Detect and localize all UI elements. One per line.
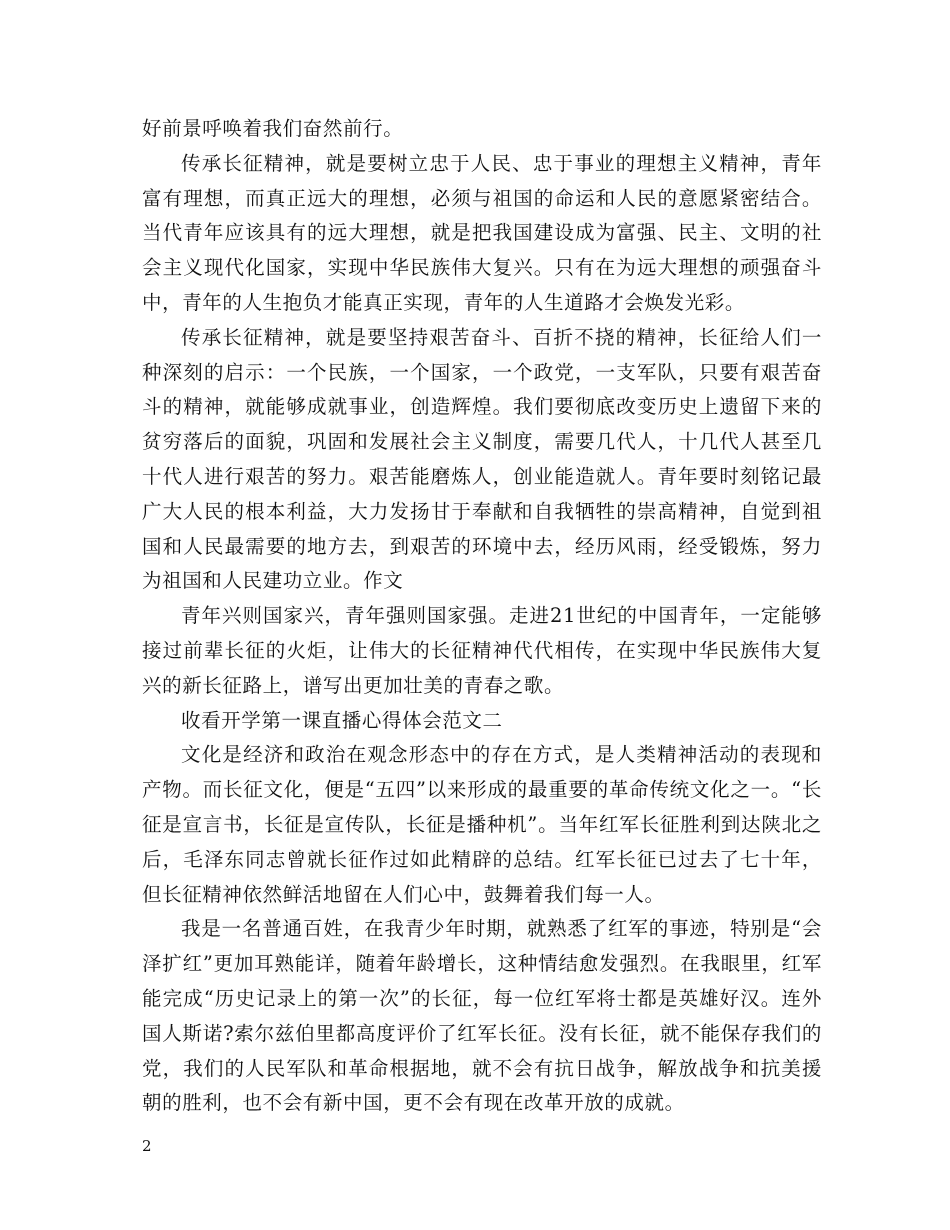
- paragraph-2: 传承长征精神，就是要树立忠于人民、忠于事业的理想主义精神，青年富有理想，而真正远大的理想，必须与祖国的命运和人民的意愿紧密结合。当代青年应该具有的远大理想，就是把我国建设成为富强、民主、文明的社会主义现代化国家，实现中华民族伟大复兴。只有在为远大理想的顽强奋斗中，青年的人生抱负才能真正实现，青年的人生道路才会焕发光彩。: [142, 151, 822, 314]
- section-heading: 收看开学第一课直播心得体会范文二: [181, 708, 503, 732]
- document-body: [142, 112, 822, 1121]
- paragraph-4: 青年兴则国家兴，青年强则国家强。走进21世纪的中国青年，一定能够接过前辈长征的火炬，让伟大的长征精神代代相传，在实现中华民族伟大复兴的新长征路上，谱写出更加壮美的青春之歌。: [142, 604, 822, 697]
- paragraph-5: 文化是经济和政治在观念形态中的存在方式，是人类精神活动的表现和产物。而长征文化，便是“五四”以来形成的最重要的革命传统文化之一。“长征是宣言书，长征是宣传队，长征是播种机”。当年红军长征胜利到达陕北之后，毛泽东同志曾就长征作过如此精辟的总结。红军长征已过去了七十年，但长征精神依然鲜活地留在人们心中，鼓舞着我们每一人。: [142, 743, 822, 906]
- paragraph-6: 我是一名普通百姓，在我青少年时期，就熟悉了红军的事迹，特别是“会泽扩红”更加耳熟能详，随着年龄增长，这种情结愈发强烈。在我眼里，红军能完成“历史记录上的第一次”的长征，每一位红军将士都是英雄好汉。连外国人斯诺?索尔兹伯里都高度评价了红军长征。没有长征，就不能保存我们的党，我们的人民军队和革命根据地，就不会有抗日战争，解放战争和抗美援朝的胜利，也不会有新中国，更不会有现在改革开放的成就。: [142, 917, 822, 1115]
- paragraph-3: 传承长征精神，就是要坚持艰苦奋斗、百折不挠的精神，长征给人们一种深刻的启示：一个民族，一个国家，一个政党，一支军队，只要有艰苦奋斗的精神，就能够成就事业，创造辉煌。我们要彻底改变历史上遗留下来的贫穷落后的面貌，巩固和发展社会主义制度，需要几代人，十几代人甚至几十代人进行艰苦的努力。艰苦能磨炼人，创业能造就人。青年要时刻铭记最广大人民的根本利益，大力发扬甘于奉献和自我牺牲的崇高精神，自觉到祖国和人民最需要的地方去，到艰苦的环境中去，经历风雨，经受锻炼，努力为祖国和人民建功立业。作文: [142, 325, 822, 593]
- paragraph-1: 好前景呼唤着我们奋然前行。: [142, 117, 404, 140]
- page-number: 2: [142, 1137, 152, 1155]
